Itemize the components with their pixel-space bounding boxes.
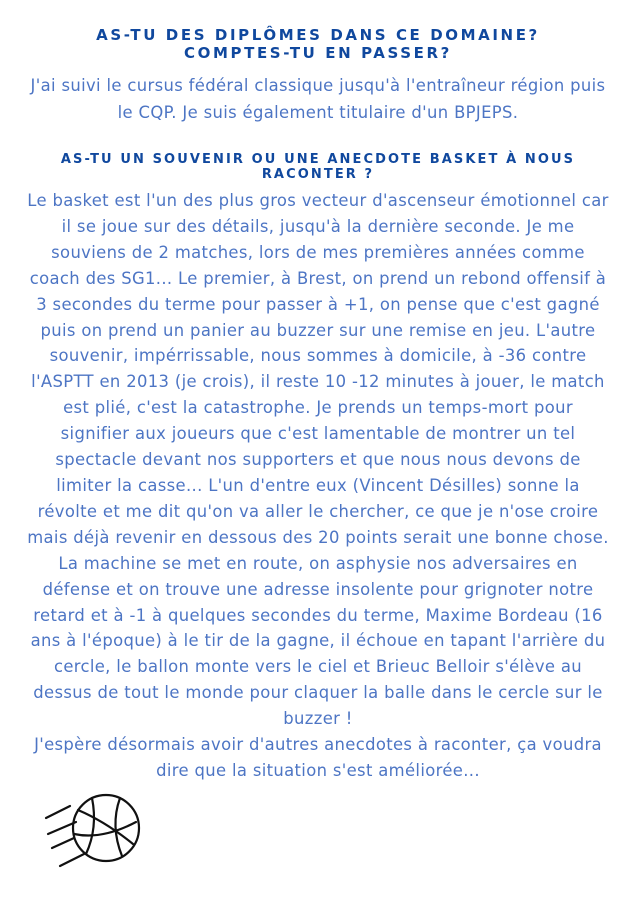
answer-anecdote [26, 188, 610, 784]
ball-outline [73, 795, 139, 861]
ball-seam [115, 798, 122, 856]
question-diplomas-heading: AS-TU DES DIPLÔMES DANS CE DOMAINE? COMPTES-TU EN PASSER? [96, 26, 540, 62]
answer-diplomas: J'ai suivi le cursus fédéral classique jusqu'à l'entraîneur région puis le CQP. Je suis également titulaire d'un BPJEPS. [30, 76, 606, 122]
motion-line [60, 854, 84, 866]
anecdote-closing: J'espère désormais avoir d'autres anecdotes à raconter, ça voudra dire que la situation s'est améliorée... [34, 735, 602, 780]
motion-line [48, 822, 76, 834]
motion-line [46, 806, 70, 818]
question-anecdote-heading: AS-TU UN SOUVENIR OU UNE ANECDOTE BASKET À NOUS RACONTER ? [60, 152, 576, 182]
basketball-icon [40, 782, 150, 882]
anecdote-text: Le basket est l'un des plus gros vecteur d'ascenseur émotionnel car il se joue sur des détails, jusqu'à la dernière seconde. Je me souviens de 2 matches, lors de mes premières années comme coach des SG1... Le premier, à Brest, on prend un rebond offensif à 3 secondes du terme pour passer à +1, on pense que c'est gagné puis on prend un panier au buzzer sur une remise en jeu. L'autre souvenir, impérrissable, nous sommes à domicile, à -36 contre l'ASPTT en 2013 (je crois), il reste 10 -12 minutes à jouer, le match est plié, c'est la catastrophe. Je prends un temps-mort pour signifier aux joueurs que c'est lamentable de montrer un tel spectacle devant nos supporters et que nous nous devons de limiter la casse... L'un d'entre eux (Vincent Désilles) sonne la révolte et me dit qu'on va aller le chercher, ce que je n'ose croire mais déjà revenir en dessous des 20 points serait une bonne chose. La machine se met en route, on asphysie nos adversaires en défense et on trouve une adresse insolente pour grignoter notre retard et à -1 à quelques secondes du terme, Maxime Bordeau (16 ans à l'époque) à le tir de la gagne, il échoue en tapant l'arrière du cercle, le ballon monte vers le ciel et Brieuc Belloir s'élève au dessus de tout le monde pour claquer la balle dans le cercle sur le buzzer ! [27, 191, 609, 729]
motion-line [52, 838, 74, 848]
ball-seam [86, 798, 94, 854]
